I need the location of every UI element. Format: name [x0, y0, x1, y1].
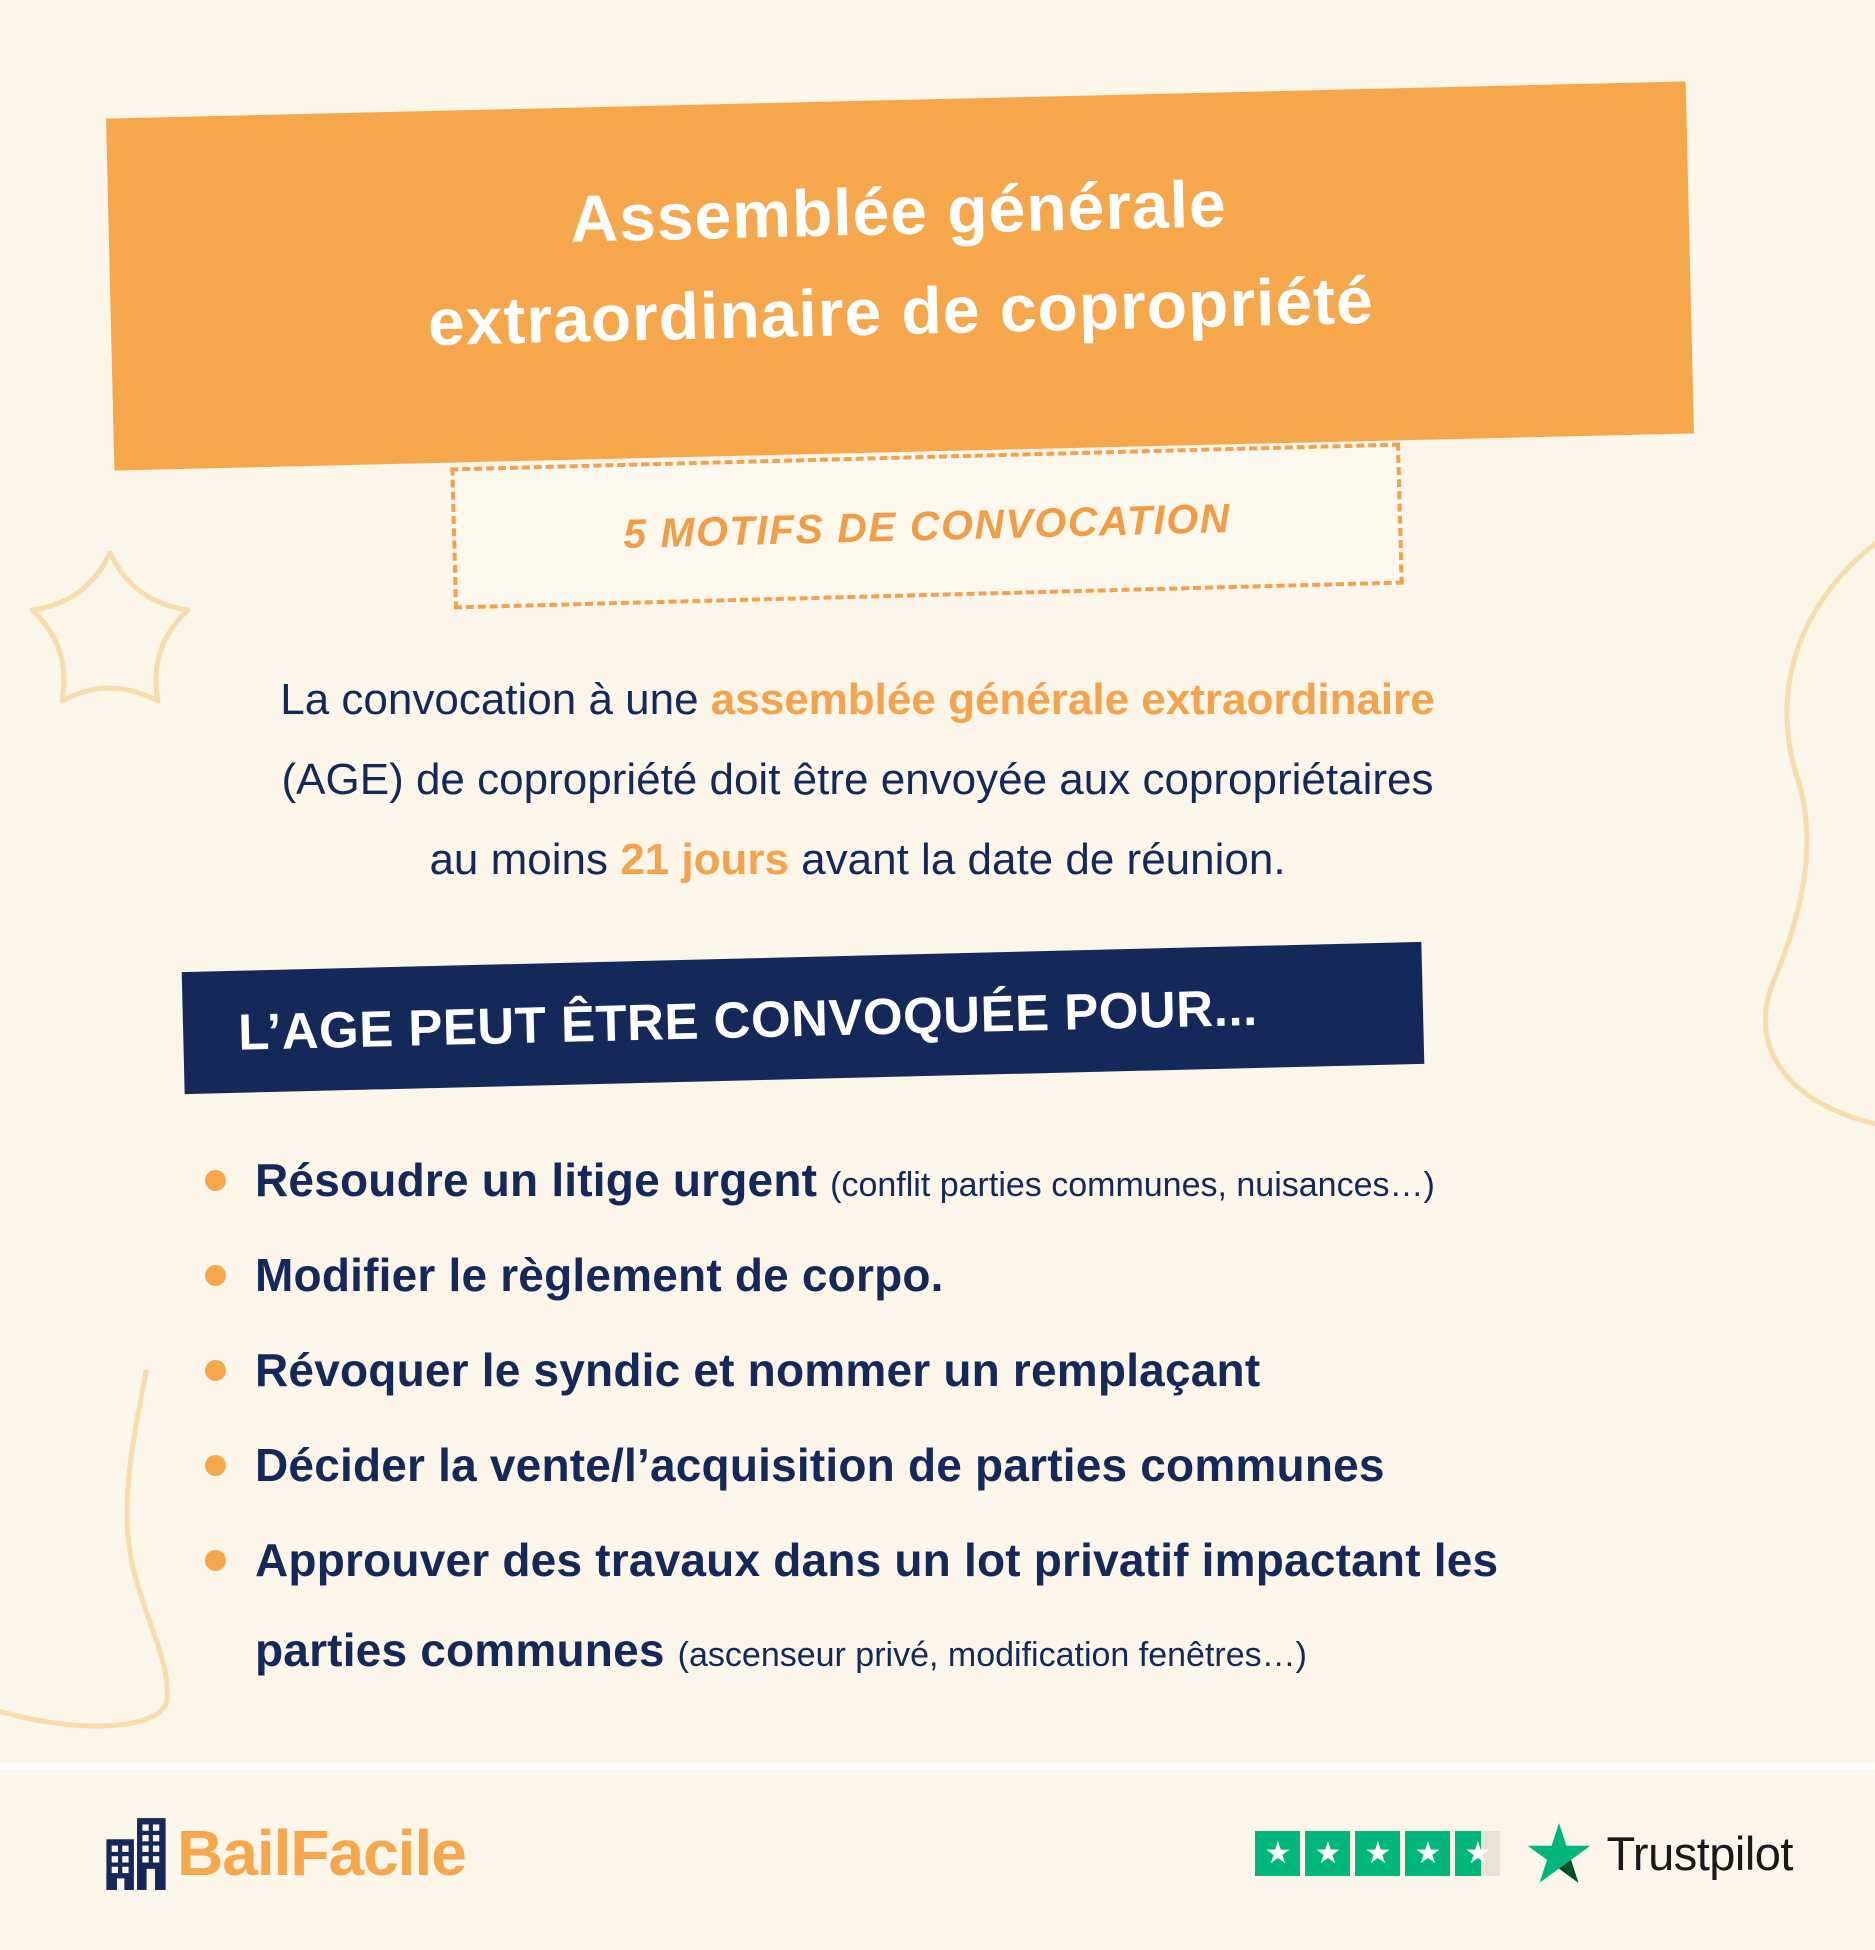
footer-divider [0, 1763, 1875, 1769]
bullet-bold-text: Décider la vente/l’acquisition de parties communes [255, 1439, 1385, 1491]
list-item [205, 1515, 1635, 1700]
page-title-line1: Assemblée générale [569, 166, 1228, 256]
bullet-bold-text: Révoquer le syndic et nommer un remplaçant [255, 1344, 1261, 1396]
bullet-note-text: (ascenseur privé, modification fenêtres…) [677, 1636, 1307, 1674]
badge-box [450, 443, 1403, 610]
page-title-line2: extraordinaire de copropriété [427, 262, 1375, 360]
brand-name: BailFacile [177, 1817, 466, 1889]
intro-text: avant la date de réunion. [788, 835, 1286, 884]
intro-highlight: 21 jours [620, 835, 789, 884]
intro-text: au moins [429, 835, 621, 884]
header-banner [106, 81, 1694, 470]
star-square [1305, 1831, 1350, 1876]
list-item [205, 1325, 1635, 1420]
bullet-bold-text: Modifier le règlement de corpo. [255, 1249, 944, 1301]
list-item [205, 1230, 1635, 1325]
intro-line2: (AGE) de copropriété doit être envoyée aux copropriétaires [281, 755, 1434, 804]
trustpilot-star-squares [1255, 1831, 1500, 1876]
right-blob-outline [1765, 540, 1875, 1125]
bullet-bold-text: Résoudre un litige urgent [255, 1154, 818, 1206]
star-icon: ★ [1264, 1835, 1292, 1871]
bottom-blob-outline [0, 1372, 167, 1726]
star-square [1405, 1831, 1450, 1876]
trustpilot-star-icon [1526, 1822, 1592, 1884]
brand-logo [105, 1816, 466, 1890]
section-banner [182, 942, 1425, 1094]
intro-highlight: assemblée générale extraordinaire [710, 675, 1435, 724]
trustpilot-rating [1255, 1822, 1793, 1884]
star-icon: ★ [1464, 1835, 1492, 1871]
bullet-bold-text: Approuver des travaux dans un lot privatif impactant les parties communes [255, 1534, 1499, 1676]
intro-line1 [120, 660, 1595, 740]
section-banner-label: L’AGE PEUT ÊTRE CONVOQUÉE POUR... [237, 978, 1259, 1061]
intro-paragraph [120, 660, 1595, 900]
building-icon [105, 1816, 167, 1890]
footer [105, 1798, 1793, 1908]
bullet-list [205, 1135, 1635, 1700]
star-icon: ★ [1414, 1835, 1442, 1871]
list-item [205, 1135, 1635, 1230]
intro-text: La convocation à une [280, 675, 711, 724]
star-square [1255, 1831, 1300, 1876]
badge-label: 5 MOTIFS DE CONVOCATION [622, 494, 1232, 557]
list-item [205, 1420, 1635, 1515]
star-icon: ★ [1364, 1835, 1392, 1871]
star-square-partial [1455, 1831, 1500, 1876]
intro-line3 [120, 820, 1595, 900]
trustpilot-wordmark: Trustpilot [1606, 1826, 1793, 1880]
bullet-note-text: (conflit parties communes, nuisances…) [830, 1166, 1435, 1204]
star-icon: ★ [1314, 1835, 1342, 1871]
star-square [1355, 1831, 1400, 1876]
